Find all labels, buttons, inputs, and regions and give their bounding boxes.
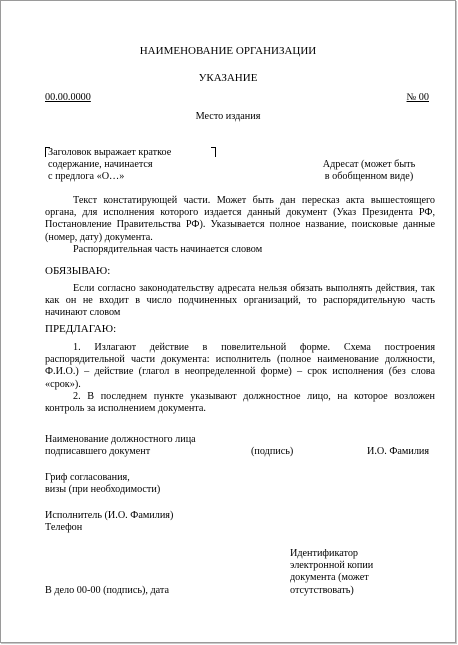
heading-note: [48, 147, 218, 184]
obligate-note: [45, 283, 435, 320]
propose-word: ПРЕДЛАГАЮ:: [45, 323, 117, 335]
executor: [45, 510, 173, 534]
heading-note-line: содержание, начинается: [48, 159, 153, 171]
approval-line: визы (при необходимости): [45, 484, 161, 496]
addressee: [319, 159, 419, 183]
document-number: № 00: [406, 92, 429, 103]
e-copy-line: документа (может: [290, 572, 369, 584]
electronic-copy-id: [290, 548, 373, 597]
signer-position-line: подписавшего документ: [45, 446, 151, 458]
stating-paragraph: Текст констатирующей части. Может быть дан пересказ акта вышестоящего органа, для исполнения которого издается данный документ (Указ Президента РФ, Постановление Правительства РФ). Указывается полное название, поисковые данные (номер, дату) документа.: [45, 195, 435, 243]
executor-line: Телефон: [45, 522, 83, 534]
document-date: 00.00.0000: [45, 92, 91, 103]
order-item: 1. Излагают действие в повелительной форме. Схема построения распорядительной части документа: исполнитель (полное наименование должности, Ф.И.О.) – действие (глагол в неопределенной форме) – срок исполнения (без слова «срок»).: [45, 342, 435, 390]
stating-paragraph: Распорядительная часть начинается словом: [73, 243, 263, 255]
executor-line: Исполнитель (И.О. Фамилия): [45, 510, 174, 521]
approval-line: Гриф согласования,: [45, 472, 130, 483]
addressee-line: Адресат (может быть: [322, 159, 416, 170]
signer-position-line: Наименование должностного лица: [45, 434, 196, 445]
document-type: УКАЗАНИЕ: [198, 72, 258, 84]
approval-stamp: [45, 472, 160, 496]
obligate-word: ОБЯЗЫВАЮ:: [45, 265, 111, 277]
obligate-paragraph: Если согласно законодательству адресата нельзя обязать выполнять действия, так как он не входит в число подчиненных организаций, то распорядительную часть начинают словом: [45, 283, 435, 319]
file-note: В дело 00-00 (подпись), дата: [45, 585, 170, 596]
e-copy-line: электронной копии: [290, 560, 374, 572]
signer-position: [45, 434, 196, 458]
order-items: [45, 342, 435, 415]
organization-name: НАИМЕНОВАНИЕ ОРГАНИЗАЦИИ: [139, 45, 317, 57]
signature-placeholder: (подпись): [251, 446, 294, 457]
place-of-issue: Место издания: [195, 111, 261, 122]
heading-note-line: Заголовок выражает краткое: [48, 147, 172, 158]
heading-note-line: с предлога «О…»: [48, 171, 125, 183]
addressee-line: в обобщенном виде): [324, 171, 414, 183]
e-copy-line: отсутствовать): [290, 584, 354, 596]
order-item: 2. В последнем пункте указывают должностное лицо, на которое возложен контроль за исполнением документа.: [45, 390, 435, 415]
signer-name: И.О. Фамилия: [367, 446, 430, 457]
stating-part: [45, 195, 435, 256]
e-copy-line: Идентификатор: [290, 548, 359, 559]
